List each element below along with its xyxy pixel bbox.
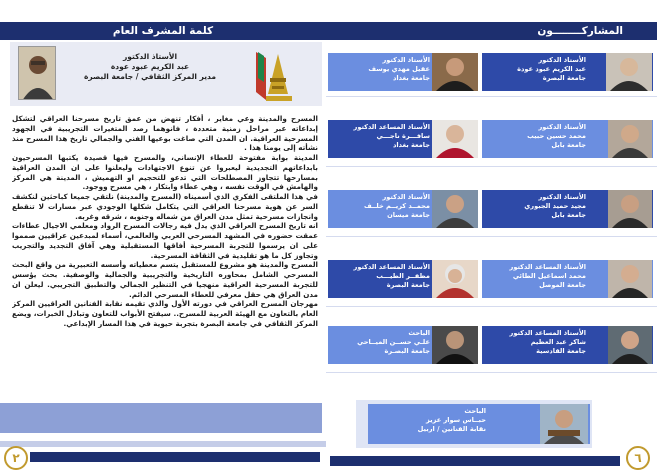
participant-title: الباحث xyxy=(464,407,486,415)
portrait-image xyxy=(432,326,478,364)
footer-stripe xyxy=(0,441,326,447)
participant-card xyxy=(328,190,478,228)
participant-name: محمــد كريــم خلــف xyxy=(363,202,430,210)
portrait-image xyxy=(540,404,588,444)
participant-card xyxy=(328,120,478,158)
participant-photo xyxy=(432,260,478,298)
supervisor-essay xyxy=(12,114,318,396)
essay-paragraph: المسرح والمدينة هو مشروع للمستقبل يتسم معطياته وأسسه التعبيرية من واقع البحث المسرحي الشامل بمحاوره التاريخية والتجريبية والجمالية والوصفية. بحث يؤسس للتجربة المسرحية العراقية منهجيا في التنظير الجمالي والتطبيق التجريبي. ليعلن ان مدن العراق هي حقل معرفي للعطاء المسرحي الدائم. xyxy=(12,260,318,299)
participant-affiliation: نقابة الفنانين / اربيل xyxy=(417,425,486,433)
participant-title: الأستاذ المساعد الدكتور xyxy=(509,263,586,271)
participant-title: الباحث xyxy=(408,329,430,337)
participant-affiliation: جامعة البصـرة xyxy=(384,347,430,355)
participant-photo xyxy=(608,326,652,364)
participant-name: سافـــرة ناجـــي xyxy=(376,132,430,140)
participant-name: شاكر عبد العظيم xyxy=(530,338,586,346)
participant-card xyxy=(368,404,590,444)
supervisor-name: عبد الكريم عبود عودة xyxy=(110,62,190,71)
essay-paragraph: في هذا الملتقى الفكري الذي أسميناه (المسرح والمدينة) نلتقي جميعا كباحثين لنكشف السر عن هوية مسرحنا العراقي التي يتكامل شكلها الوجودي عبر مسارات لا تنقطع وانجازات مسرحية تمثل مدن العراق من شماله وجنوبه ، شرقه وغربه. xyxy=(12,192,318,221)
supervisor-title: الأستاذ الدكتور xyxy=(122,52,178,61)
essay-paragraph: انه تاريخ المسرح العراقي الذي يدل فيه رجالات المسرح الرواد ومعلمي الاجيال عطاءات عمقت حضوره في المشهد المسرحي العربي والعالمي، أسماء لمبدعين عراقيين صمموا على ان يرسموا للتجربة المسرحية أفاقها المستقبلية وهي آفاق التجديد والتجريب وتجاوز كل ما هو تقليدية في الثقافة المسرحية. xyxy=(12,221,318,260)
page-number-left: ٢ xyxy=(4,446,28,470)
participant-photo xyxy=(432,190,478,228)
participant-photo xyxy=(432,326,478,364)
row-separator xyxy=(326,306,657,307)
participant-affiliation: جامعة القادسية xyxy=(536,347,586,355)
portrait-image xyxy=(19,47,56,100)
supervisor-word-header: كلمة المشرف العام xyxy=(0,22,326,40)
portrait-image xyxy=(608,190,652,228)
portrait-image xyxy=(432,260,478,298)
participant-card xyxy=(482,260,653,298)
participant-name: محمد حسين حبيب xyxy=(527,132,586,140)
participant-title: الأستاذ الدكتور xyxy=(538,56,586,64)
portrait-image xyxy=(608,260,652,298)
participant-affiliation: جامعة بغداد xyxy=(393,141,430,149)
participant-card xyxy=(482,120,653,158)
participant-name: عبد الكريم عبود عودة xyxy=(517,65,586,73)
page-number-right: ٦ xyxy=(626,446,650,470)
row-separator xyxy=(326,236,657,237)
footer-band xyxy=(0,403,322,433)
participant-card xyxy=(328,326,478,364)
participant-name: عقيل مهدي يوسف xyxy=(368,65,430,73)
participant-photo xyxy=(432,120,478,158)
participant-affiliation: جامعة البصرة xyxy=(386,281,430,289)
participant-affiliation: جامعة بابل xyxy=(551,211,586,219)
portrait-image xyxy=(432,53,478,91)
participant-photo xyxy=(540,404,588,444)
portrait-image xyxy=(608,326,652,364)
row-separator xyxy=(326,96,657,97)
essay-paragraph: مهرجان المسرح العراقي في دورته الأول والذي تقيمه نقابة الفنانين العراقيين المركز العام بالتعاون مع الهيئة العربية للمسرح.. سيفتح الأبواب للتعاون وتبادل الخبرات، ويضع المركز الثقافي في جامعة البصرة بتجربة حيوية في هذا المسار الإبداعي. xyxy=(12,299,318,328)
participant-photo xyxy=(432,53,478,91)
portrait-image xyxy=(432,190,478,228)
participant-name: مظفــر الطيـــب xyxy=(376,272,430,280)
university-logo xyxy=(248,48,298,104)
participant-title: الأستاذ المساعد الدكتور xyxy=(353,123,430,131)
participant-title: الأستاذ المساعد الدكتور xyxy=(353,263,430,271)
participant-name: حبــاس سوار عزيز xyxy=(426,416,486,424)
row-separator xyxy=(326,372,657,373)
participant-affiliation: جامعة ميسان xyxy=(387,211,430,219)
participant-affiliation: جامعة بغداد xyxy=(393,74,430,82)
participant-card xyxy=(482,53,653,91)
supervisor-caption xyxy=(60,52,240,82)
participant-photo xyxy=(608,260,652,298)
participant-card xyxy=(482,326,653,364)
portrait-image xyxy=(608,120,652,158)
participant-photo xyxy=(606,53,652,91)
participant-affiliation: جامعة الموصل xyxy=(539,281,586,289)
portrait-image xyxy=(432,120,478,158)
supervisor-role: مدير المركز الثقافي / جامعة البصرة xyxy=(83,72,217,81)
essay-paragraph: المدينة بوابة مفتوحة للعطاء الإنساني، والمسرح فيها قصيدة يكتبها المسرحيون بابداعاتهم التجديدية ليعبروا عن تنوع الاجتهادات وليعلنوا على ان المدن العراقية بمسارحها تتجاوز المصطلحات التي تدعو للتحجيم او التهميش ، المدينة هي المركز والهامش في الوقت نفسه ، وهي عطاء وابتكار ، هي مسرح ووجود. xyxy=(12,153,318,192)
participant-title: الأستاذ الدكتور xyxy=(538,193,586,201)
row-separator xyxy=(326,166,657,167)
participant-title: الأستاذ الدكتور xyxy=(538,123,586,131)
supervisor-photo xyxy=(18,46,56,100)
right-page xyxy=(326,0,657,476)
logo-emblem-icon xyxy=(248,48,298,104)
participant-title: الأستاذ الدكتور xyxy=(382,56,430,64)
participant-card xyxy=(482,190,653,228)
portrait-image xyxy=(606,53,652,91)
footer-stripe xyxy=(330,456,620,466)
participant-photo xyxy=(608,190,652,228)
participant-name: مجيد حميد الجبوري xyxy=(524,202,586,210)
participant-name: محمد اسماعيل الطائي xyxy=(512,272,586,280)
left-page xyxy=(0,0,326,476)
footer-stripe xyxy=(30,452,320,462)
participant-affiliation: جامعة البصرة xyxy=(542,74,586,82)
participant-title: الأستاذ المساعد الدكتور xyxy=(509,329,586,337)
essay-paragraph: المسرح والمدينة وعي مغاير ، أفكار تنهض من عمق تاريخ مسرحنا العراقي لتشكل إبداعاته عبر مراحل زمنية متعددة ، فانوهما رصد المتغيرات التجريبية في الجهود المسرحية العراقية. ان المدن التي صاغت بوعيها الفني والجمالي تاريخ هذا المسرح منذ نشأته إلى يومنا هذا . xyxy=(12,114,318,153)
participant-photo xyxy=(608,120,652,158)
participant-name: علـي حســن الميــاحي xyxy=(357,338,430,346)
participant-title: الأستاذ الدكتور xyxy=(382,193,430,201)
participant-card xyxy=(328,53,478,91)
participants-header: المشاركــــــــون xyxy=(326,22,657,40)
participant-affiliation: جامعة بابل xyxy=(551,141,586,149)
participant-card xyxy=(328,260,478,298)
